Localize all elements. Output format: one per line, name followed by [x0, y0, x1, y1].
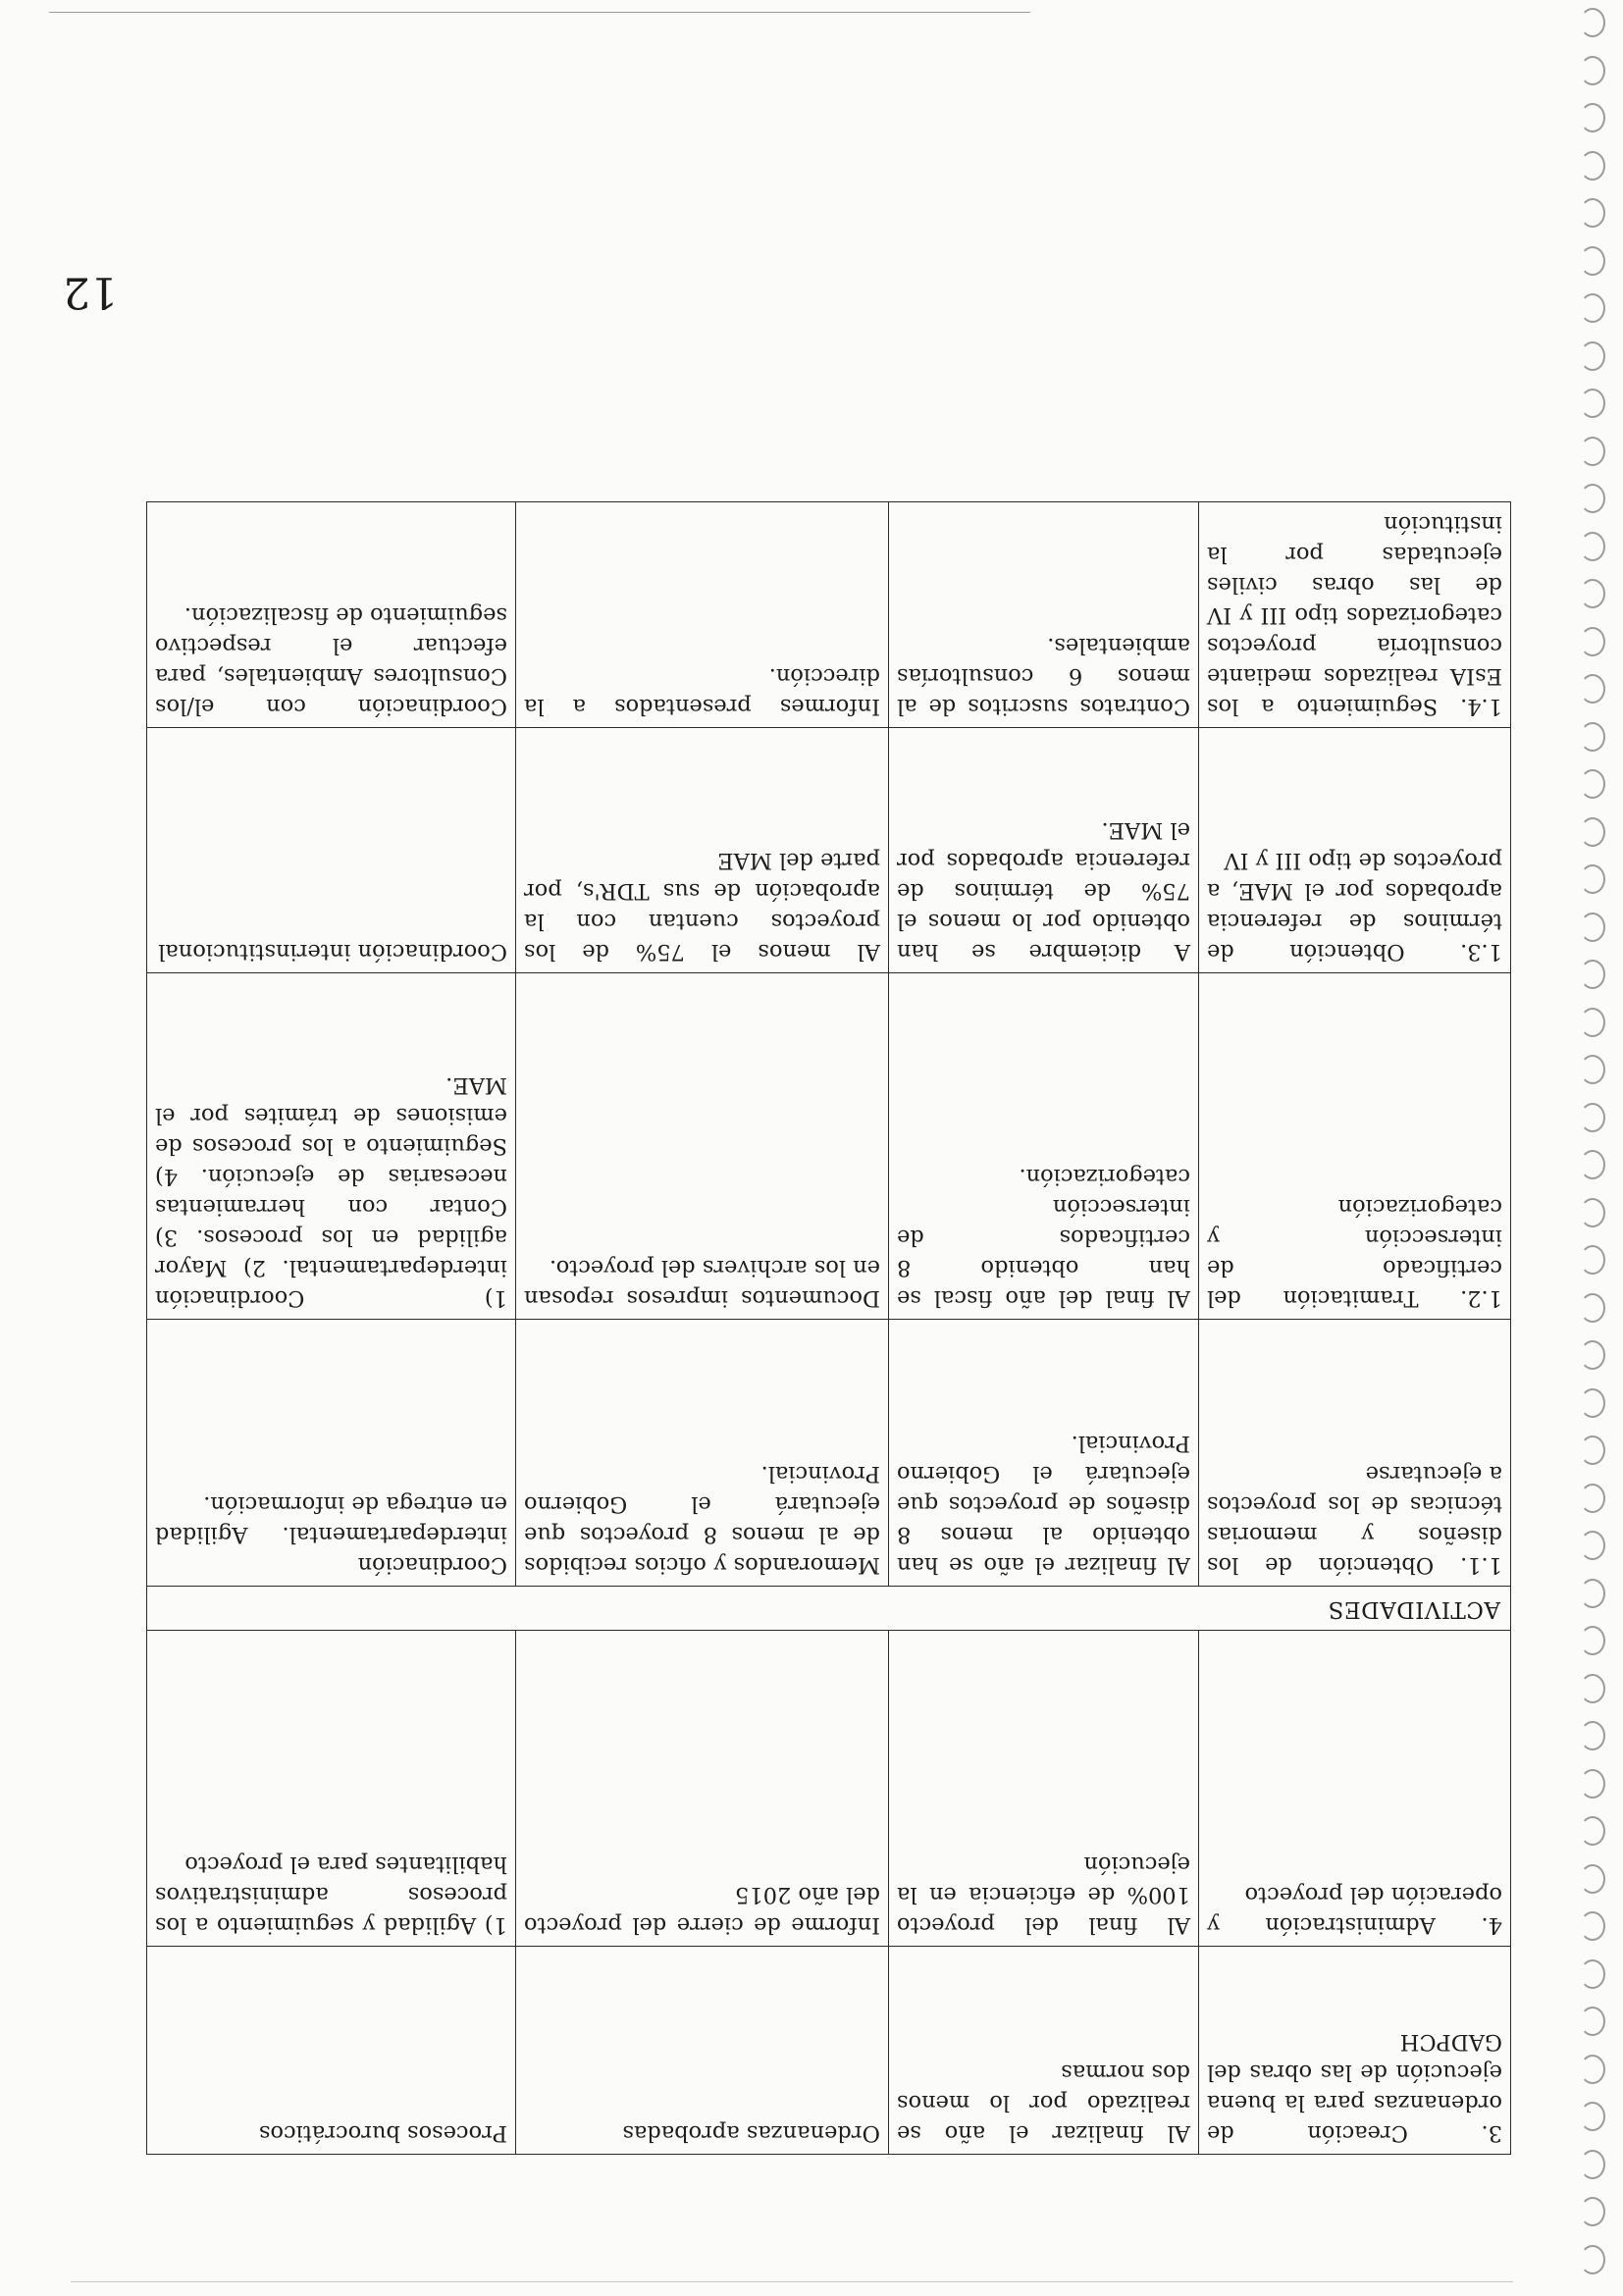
- table-row: [147, 501, 1511, 727]
- binder-ring: [1580, 246, 1605, 276]
- activity-cell: 1.3. Obtención de términos de referencia aprobados por el MAE, a proyectos de tipo III y IV: [1199, 728, 1511, 973]
- binder-ring: [1580, 198, 1605, 228]
- binder-rings: [1576, 0, 1615, 2296]
- indicator-cell: Al finalizar el año se realizado por lo menos dos normas: [889, 1947, 1199, 2155]
- binder-ring: [1580, 1721, 1605, 1750]
- activity-cell: 4. Administración y operación del proyecto: [1199, 1631, 1511, 1947]
- binder-ring: [1580, 864, 1605, 894]
- binder-ring: [1580, 2197, 1605, 2226]
- binder-ring: [1580, 103, 1605, 132]
- binder-ring: [1580, 389, 1605, 418]
- page-number: 12: [63, 267, 118, 317]
- binder-ring: [1580, 532, 1605, 561]
- activity-cell: 3. Creación de ordenanzas para la buena ejecución de las obras del GADPCH: [1199, 1947, 1511, 2155]
- scan-edge-line: [49, 12, 1030, 13]
- assumption-cell: Coordinación con el/los Consultores Ambientales, para efectuar el respectivo seguimiento de fiscalización.: [147, 501, 516, 727]
- table-row: [147, 1947, 1511, 2155]
- indicator-cell: Contratos suscritos de al menos 6 consultorías ambientales.: [889, 501, 1199, 727]
- binder-ring: [1580, 769, 1605, 799]
- binder-ring: [1580, 437, 1605, 466]
- binder-ring: [1580, 1769, 1605, 1799]
- table-row: [147, 1320, 1511, 1587]
- verification-cell: Documentos impresos reposan en los archivers del proyecto.: [516, 973, 889, 1320]
- binder-ring: [1580, 1959, 1605, 1989]
- binder-ring: [1580, 960, 1605, 989]
- binder-ring: [1580, 1340, 1605, 1370]
- binder-ring: [1580, 722, 1605, 752]
- table-row: [147, 728, 1511, 973]
- scan-bottom-line: [71, 2281, 1513, 2282]
- logframe-table: [146, 501, 1511, 2155]
- verification-cell: Informe de cierre del proyecto del año 2015: [516, 1631, 889, 1947]
- indicator-cell: Al final del año fiscal se han obtenido 8 certificados de intersección categorización.: [889, 973, 1199, 1320]
- binder-ring: [1580, 341, 1605, 371]
- binder-ring: [1580, 1816, 1605, 1846]
- binder-ring: [1580, 1055, 1605, 1084]
- activity-cell: 1.1. Obtención de los diseños y memorias técnicas de los proyectos a ejecutarse: [1199, 1320, 1511, 1587]
- binder-ring: [1580, 1435, 1605, 1465]
- binder-ring: [1580, 1103, 1605, 1132]
- binder-ring: [1580, 484, 1605, 513]
- binder-ring: [1580, 1484, 1605, 1513]
- binder-ring: [1580, 1864, 1605, 1894]
- binder-ring: [1580, 1626, 1605, 1655]
- section-title: ACTIVIDADES: [147, 1587, 1511, 1631]
- table-row: [147, 1631, 1511, 1947]
- binder-ring: [1580, 1245, 1605, 1275]
- binder-ring: [1580, 2245, 1605, 2274]
- binder-ring: [1580, 1008, 1605, 1037]
- binder-ring: [1580, 627, 1605, 656]
- binder-ring: [1580, 913, 1605, 942]
- section-header-row: [147, 1587, 1511, 1631]
- binder-ring: [1580, 1388, 1605, 1418]
- binder-ring: [1580, 817, 1605, 847]
- indicator-cell: A diciembre se han obtenido por lo menos el 75% de términos de referencia aprobados por el MAE.: [889, 728, 1199, 973]
- assumption-cell: Coordinación interinstitucional: [147, 728, 516, 973]
- indicator-cell: Al finalizar el año se han obtenido al menos 8 diseños de proyectos que ejecutará el Gobierno Provincial.: [889, 1320, 1199, 1587]
- binder-ring: [1580, 2055, 1605, 2084]
- verification-cell: Informes presentados a la dirección.: [516, 501, 889, 727]
- assumption-cell: 1) Coordinación interdepartamental. 2) Mayor agilidad en los procesos. 3) Contar con herramientas necesarias de ejecución. 4) Seguimiento a los procesos de emisiones de trámites por el MAE.: [147, 973, 516, 1320]
- binder-ring: [1580, 1911, 1605, 1941]
- table-row: [147, 973, 1511, 1320]
- verification-cell: Memorandos y oficios recibidos de al menos 8 proyectos que ejecutará el Gobierno Provincial.: [516, 1320, 889, 1587]
- assumption-cell: Coordinación interdepartamental. Agilidad en entrega de información.: [147, 1320, 516, 1587]
- verification-cell: Al menos el 75% de los proyectos cuentan con la aprobación de sus TDR's, por parte del MAE: [516, 728, 889, 973]
- binder-ring: [1580, 2150, 1605, 2179]
- rotated-content: [147, 510, 1511, 2155]
- activity-cell: 1.4. Seguimiento a los EsIA realizados mediante consultoría proyectos categorizados tipo III y IV de las obras civiles ejecutadas por la institución: [1199, 501, 1511, 727]
- binder-ring: [1580, 674, 1605, 704]
- assumption-cell: Procesos burocráticos: [147, 1947, 516, 2155]
- indicator-cell: Al final del proyecto 100% de eficiencia en la ejecución: [889, 1631, 1199, 1947]
- binder-ring: [1580, 2007, 1605, 2036]
- binder-ring: [1580, 1531, 1605, 1560]
- binder-ring: [1580, 1579, 1605, 1608]
- binder-ring: [1580, 1674, 1605, 1703]
- binder-ring: [1580, 1150, 1605, 1179]
- binder-ring: [1580, 2102, 1605, 2131]
- activity-cell: 1.2. Tramitación del certificado de intersección y categorización: [1199, 973, 1511, 1320]
- binder-ring: [1580, 8, 1605, 37]
- binder-ring: [1580, 293, 1605, 323]
- binder-ring: [1580, 579, 1605, 608]
- assumption-cell: 1) Agilidad y seguimiento a los procesos administrativos habilitantes para el proyecto: [147, 1631, 516, 1947]
- verification-cell: Ordenanzas aprobadas: [516, 1947, 889, 2155]
- binder-ring: [1580, 151, 1605, 181]
- binder-ring: [1580, 1293, 1605, 1323]
- binder-ring: [1580, 1198, 1605, 1227]
- binder-ring: [1580, 56, 1605, 85]
